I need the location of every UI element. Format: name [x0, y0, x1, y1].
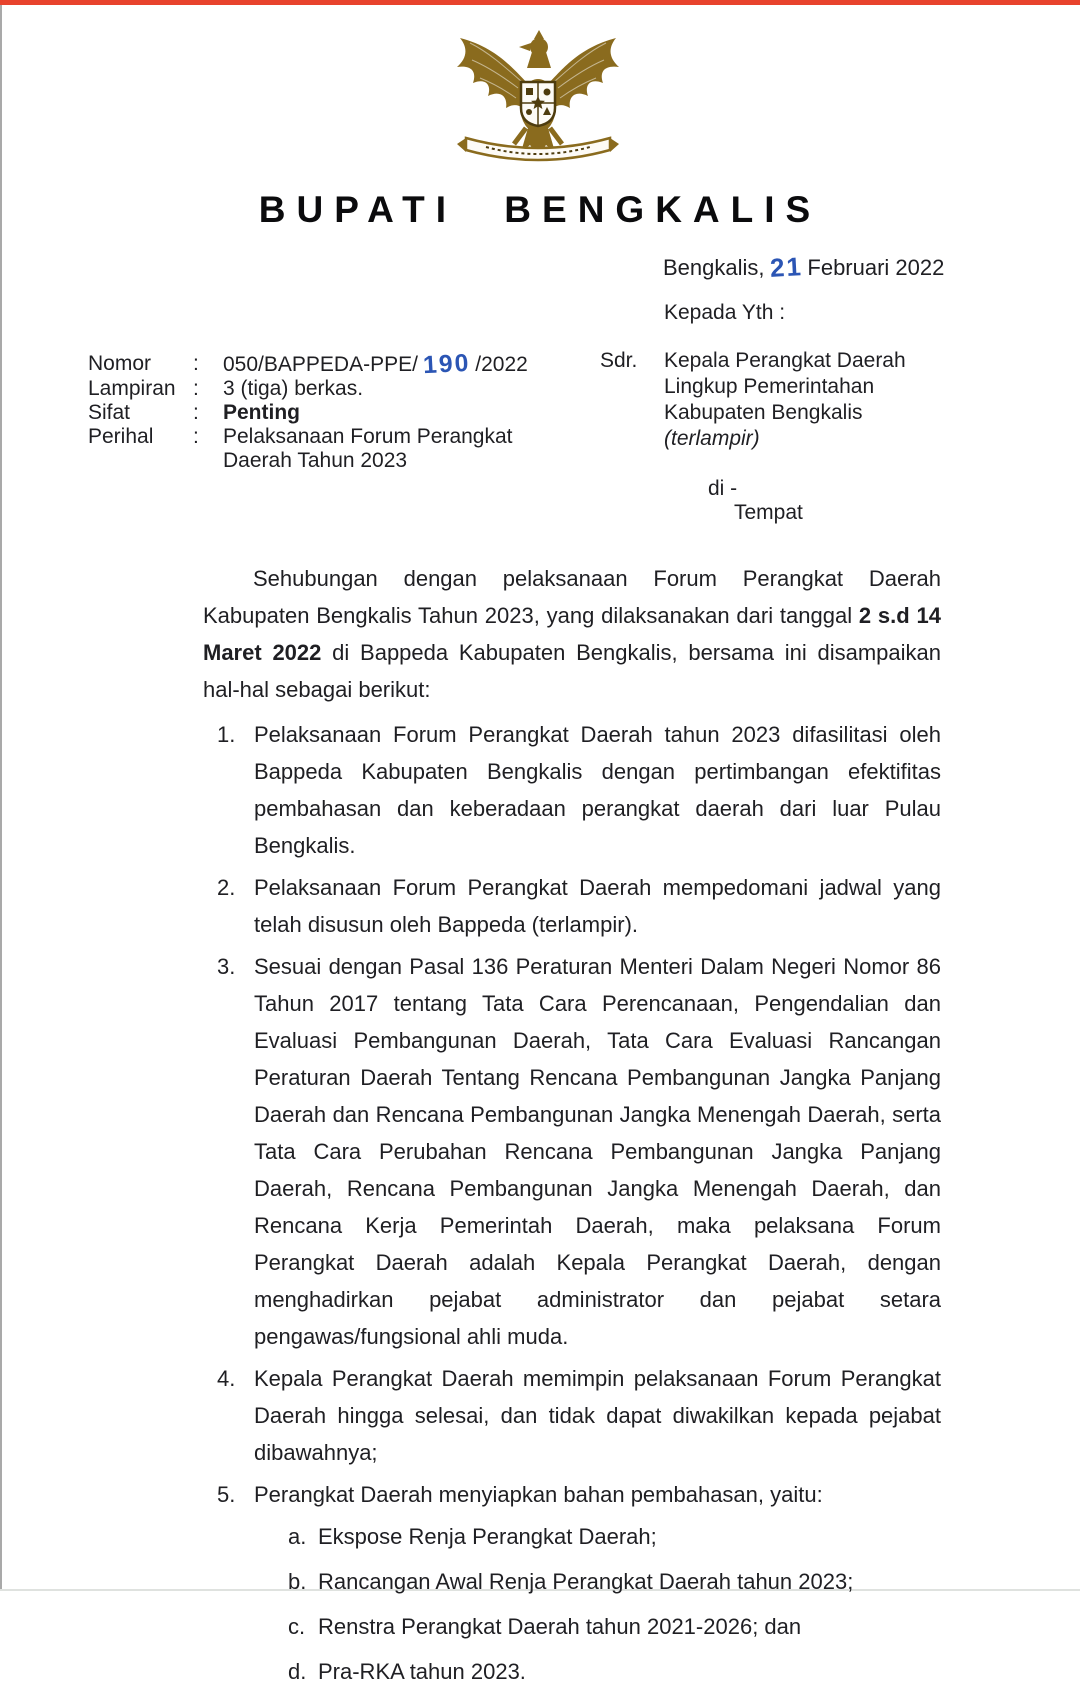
sub-item-text: Pra-RKA tahun 2023. — [318, 1659, 526, 1684]
meta-row-nomor — [88, 349, 558, 380]
recipient-address — [664, 348, 994, 452]
sub-item-c — [203, 1608, 941, 1645]
scan-left-edge — [0, 5, 2, 1591]
meta-row-perihal — [88, 425, 558, 473]
sub-item-letter: d. — [288, 1659, 307, 1684]
sub-item-d — [203, 1653, 941, 1690]
nomor-prefix: 050/BAPPEDA-PPE/ — [223, 353, 418, 376]
scan-top-strip — [0, 0, 1080, 5]
lampiran-label: Lampiran — [88, 377, 176, 400]
recipient-line-1: Kepala Perangkat Daerah — [664, 349, 906, 372]
numbered-item-1 — [203, 716, 941, 864]
dateline-place: Bengkalis, — [663, 255, 765, 280]
dateline — [663, 251, 944, 282]
item-text: Pelaksanaan Forum Perangkat Daerah mempedomani jadwal yang telah disusun oleh Bappeda (terlampir). — [254, 875, 941, 937]
opening-text-bold: 2 s.d 14 Maret 2022 — [203, 603, 942, 665]
recipient-line-2: Lingkup Pemerintahan — [664, 375, 875, 398]
item-number: 4. — [217, 1366, 236, 1391]
lampiran-colon: : — [193, 377, 199, 400]
nomor-number-handwritten: 190 — [422, 349, 471, 380]
letter-meta — [88, 349, 558, 473]
opening-text-post: di Bappeda Kabupaten Bengkalis, bersama ini disampaikan hal-hal sebagai berikut: — [203, 640, 941, 702]
numbered-item-2 — [203, 869, 941, 943]
letter-body — [203, 560, 941, 1698]
sub-item-letter: b. — [288, 1569, 307, 1594]
meta-row-sifat — [88, 401, 558, 425]
item-text: Sesuai dengan Pasal 136 Peraturan Menteri Dalam Negeri Nomor 86 Tahun 2017 tentang Tata Cara Perencanaan, Pengendalian dan Evaluasi Pembangunan Daerah, Tata Cara Evaluasi Rancangan Peraturan Daerah Tentang Rencana Pembangunan Jangka Panjang Daerah dan Rencana Pembangunan Jangka Menengah Daerah, serta Tata Cara Perubahan Rencana Pembangunan Jangka Panjang Daerah, Rencana Pembangunan Jangka Menengah Daerah, dan Rencana Kerja Pemerintah Daerah, maka pelaksana Forum Perangkat Daerah adalah Kepala Perangkat Daerah, dengan menghadirkan pejabat administrator dan pejabat setara pengawas/fungsional ahli muda. — [254, 954, 941, 1349]
sifat-value: Penting — [223, 401, 300, 424]
perihal-label: Perihal — [88, 425, 154, 448]
letterhead-title: BUPATI BENGKALIS — [258, 189, 822, 230]
nomor-colon: : — [193, 352, 199, 375]
numbered-item-4 — [203, 1360, 941, 1471]
dateline-day-handwritten: 21 — [768, 251, 804, 283]
sifat-colon: : — [193, 401, 199, 424]
body-opening-paragraph — [203, 560, 941, 708]
sub-item-text: Rancangan Awal Renja Perangkat Daerah tahun 2023; — [318, 1569, 854, 1594]
sub-item-letter: a. — [288, 1524, 307, 1549]
recipient-line-4: (terlampir) — [664, 427, 760, 450]
recipient-block — [600, 348, 994, 452]
opening-text-pre: Sehubungan dengan pelaksanaan Forum Perangkat Daerah Kabupaten Bengkalis Tahun 2023, yang dilaksanakan dari tanggal — [203, 566, 941, 628]
item-number: 1. — [217, 722, 236, 747]
sifat-label: Sifat — [88, 401, 131, 424]
nomor-value — [223, 349, 535, 380]
tempat-line: Tempat — [734, 501, 803, 524]
dateline-month-year: Februari 2022 — [807, 255, 945, 280]
sub-item-letter: c. — [288, 1614, 306, 1639]
sub-item-a — [203, 1518, 941, 1555]
sub-item-text: Renstra Perangkat Daerah tahun 2021-2026; dan — [318, 1614, 802, 1639]
item-text: Perangkat Daerah menyiapkan bahan pembahasan, yaitu: — [254, 1482, 823, 1507]
recipient-sdr: Sdr. — [600, 349, 638, 372]
recipient-line-3: Kabupaten Bengkalis — [664, 401, 863, 424]
item-number: 2. — [217, 875, 236, 900]
di-line: di - — [708, 477, 738, 500]
nomor-label: Nomor — [88, 352, 152, 375]
numbered-item-3 — [203, 948, 941, 1355]
garuda-pancasila-emblem — [452, 26, 624, 168]
perihal-value: Pelaksanaan Forum Perangkat Daerah Tahun 2023 — [223, 425, 513, 472]
item-text: Pelaksanaan Forum Perangkat Daerah tahun 2023 difasilitasi oleh Bappeda Kabupaten Bengkalis dengan pertimbangan efektifitas pembahasan dan keberadaan perangkat daerah dari luar Pulau Bengkalis. — [254, 722, 941, 858]
lampiran-value: 3 (tiga) berkas. — [223, 377, 364, 400]
item-number: 5. — [217, 1482, 236, 1507]
item-number: 3. — [217, 954, 236, 979]
meta-row-lampiran — [88, 377, 558, 401]
sub-item-text: Ekspose Renja Perangkat Daerah; — [318, 1524, 657, 1549]
nomor-suffix: /2022 — [475, 353, 528, 376]
recipient-heading: Kepada Yth : — [664, 301, 786, 324]
item-text: Kepala Perangkat Daerah memimpin pelaksanaan Forum Perangkat Daerah hingga selesai, dan tidak dapat diwakilkan kepada pejabat dibawahnya; — [254, 1366, 941, 1465]
perihal-colon: : — [193, 425, 199, 448]
sub-item-b — [203, 1563, 941, 1600]
numbered-item-5 — [203, 1476, 941, 1513]
